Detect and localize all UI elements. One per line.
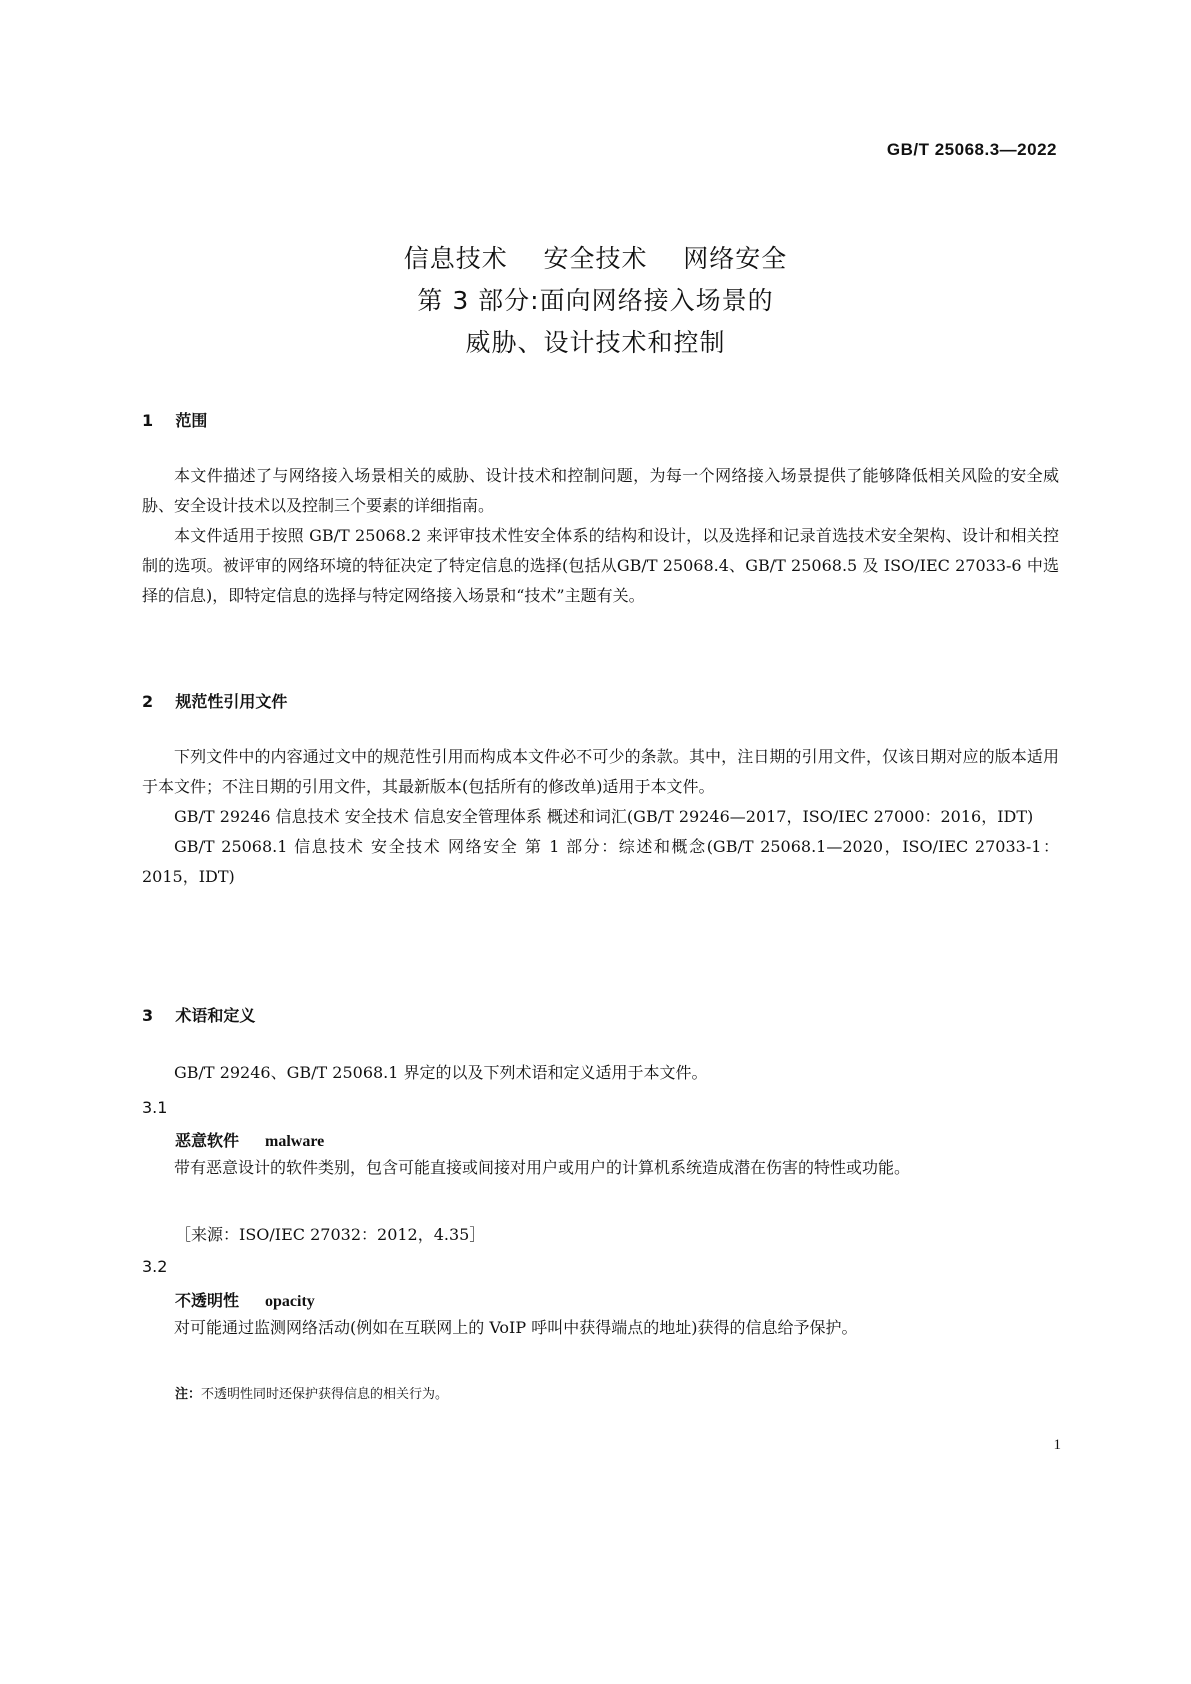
term-1-source: ［来源：ISO/IEC 27032：2012，4.35］ — [175, 1225, 486, 1244]
title-line-2: 第 3 部分:面向网络接入场景的 — [417, 286, 774, 315]
term-2-title — [175, 1288, 315, 1311]
section-2-heading: 2 规范性引用文件 — [142, 692, 288, 711]
section-3-intro — [142, 1058, 1059, 1088]
normative-reference-1: GB/T 29246 信息技术 安全技术 信息安全管理体系 概述和词汇(GB/T 29246—2017，ISO/IEC 27000：2016，IDT) — [174, 807, 1034, 826]
term-2-note — [175, 1383, 448, 1402]
standard-number: GB/T 25068.3—2022 — [886, 140, 1057, 159]
term-2-en: opacity — [265, 1293, 315, 1310]
section-3-heading: 3 术语和定义 — [142, 1006, 256, 1025]
section-1-heading: 1 范围 — [142, 411, 208, 430]
term-2-definition: 对可能通过监测网络活动(例如在互联网上的 VoIP 呼叫中获得端点的地址)获得的信息给予保护。 — [174, 1318, 858, 1337]
term-2-number: 3.2 — [142, 1257, 168, 1276]
section-1-paragraph-1: 本文件描述了与网络接入场景相关的威胁、设计技术和控制问题，为每一个网络接入场景提供了能够降低相关风险的安全威胁、安全设计技术以及控制三个要素的详细指南。 — [142, 466, 1059, 515]
page-number: 1 — [1053, 1437, 1061, 1453]
term-1-title — [175, 1128, 324, 1151]
section-1-body — [142, 461, 1059, 611]
note-text: 不透明性同时还保护获得信息的相关行为。 — [201, 1387, 449, 1402]
title-line-1: 信息技术 安全技术 网络安全 — [403, 244, 788, 273]
section-3-intro-text: GB/T 29246、GB/T 25068.1 界定的以及下列术语和定义适用于本文件。 — [174, 1063, 708, 1082]
note-label: 注： — [175, 1387, 202, 1402]
term-1-definition: 带有恶意设计的软件类别，包含可能直接或间接对用户或用户的计算机系统造成潜在伤害的特性或功能。 — [174, 1158, 911, 1177]
term-1-zh: 恶意软件 — [175, 1131, 240, 1150]
title-line-3: 威胁、设计技术和控制 — [465, 328, 726, 357]
section-2-paragraph-1: 下列文件中的内容通过文中的规范性引用而构成本文件必不可少的条款。其中，注日期的引用文件，仅该日期对应的版本适用于本文件；不注日期的引用文件，其最新版本(包括所有的修改单)适用于本文件。 — [142, 747, 1059, 796]
term-1-definition-block — [142, 1153, 1059, 1183]
term-1-en: malware — [265, 1133, 325, 1150]
section-2-body — [142, 742, 1059, 892]
term-1-number: 3.1 — [142, 1098, 168, 1117]
document-title — [0, 238, 1191, 364]
term-2-zh: 不透明性 — [175, 1291, 240, 1310]
section-1-paragraph-2: 本文件适用于按照 GB/T 25068.2 来评审技术性安全体系的结构和设计，以及选择和记录首选技术安全架构、设计和相关控制的选项。被评审的网络环境的特征决定了特定信息的选择(包括从GB/T 25068.4、GB/T 25068.5 及 ISO/IEC 27033-6 中选择的信息)，即特定信息的选择与特定网络接入场景和“技术”主题有关。 — [142, 526, 1059, 605]
term-2-definition-block — [142, 1313, 1059, 1343]
normative-reference-2: GB/T 25068.1 信息技术 安全技术 网络安全 第 1 部分：综述和概念(GB/T 25068.1—2020，ISO/IEC 27033-1：2015，IDT) — [142, 837, 1059, 886]
